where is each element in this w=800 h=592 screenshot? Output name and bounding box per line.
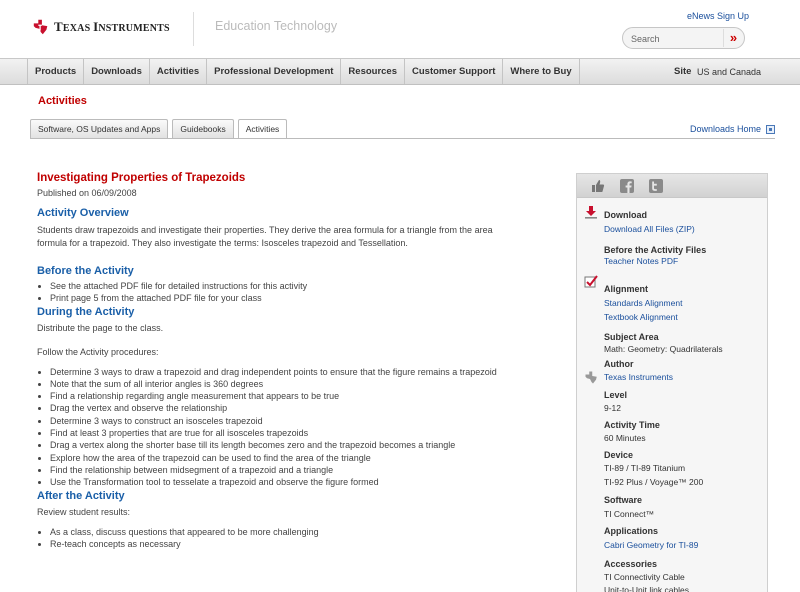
software-value: TI Connect™ <box>604 509 655 519</box>
ti-state-icon <box>32 18 50 36</box>
activity-content <box>37 172 557 550</box>
page-title: Activities <box>38 95 87 107</box>
before-files-label: Before the Activity Files <box>604 245 707 255</box>
section-title: Education Technology <box>215 19 338 33</box>
activity-title: Investigating Properties of Trapezoids <box>37 172 246 184</box>
published-date: Published on 06/09/2008 <box>37 188 137 198</box>
tab-bar <box>30 119 291 139</box>
enews-signup-link[interactable]: eNews Sign Up <box>687 11 750 21</box>
list-item: Use the Transformation tool to tesselate a trapezoid and observe the figure formed <box>37 476 557 488</box>
activity-time-label: Activity Time <box>604 420 660 430</box>
during-list <box>37 366 557 489</box>
subject-area-label: Subject Area <box>604 332 659 342</box>
during-heading: During the Activity <box>37 305 135 318</box>
list-item: Find at least 3 properties that are true for all isosceles trapezoids <box>37 427 557 439</box>
before-heading: Before the Activity <box>37 265 134 277</box>
tabs-divider <box>30 138 775 139</box>
accessory-value-1: TI Connectivity Cable <box>604 572 685 582</box>
ti-author-icon <box>584 370 599 385</box>
home-icon <box>766 125 775 134</box>
during-intro: Distribute the page to the class. <box>37 322 164 333</box>
tab-software-updates[interactable]: Software, OS Updates and Apps <box>30 119 168 138</box>
list-item: Find the relationship between midsegment of a trapezoid and a triangle <box>37 464 557 476</box>
overview-text-line-1: Students draw trapezoids and investigate their properties. They derive the area formula for a triangle from the area <box>37 225 493 235</box>
list-item: Find a relationship regarding angle measurement that appears to be true <box>37 390 557 402</box>
checkbox-checked-icon <box>584 275 598 289</box>
share-bar <box>577 174 767 198</box>
overview-text-line-2: formula for a trapezoid. They also investigate the terms: Isosceles trapezoid and Tessellation. <box>37 238 408 248</box>
download-label: Download <box>604 210 647 220</box>
author-link[interactable]: Texas Instruments <box>604 372 673 382</box>
textbook-alignment-link[interactable]: Textbook Alignment <box>604 312 678 322</box>
software-label: Software <box>604 495 643 505</box>
nav-where-to-buy[interactable]: Where to Buy <box>503 59 579 84</box>
site-header <box>0 0 800 56</box>
nav-customer-support[interactable]: Customer Support <box>405 59 503 84</box>
applications-link[interactable]: Cabri Geometry for TI-89 <box>604 540 699 550</box>
level-label: Level <box>604 390 628 400</box>
nav-downloads[interactable]: Downloads <box>84 59 150 84</box>
device-value-1: TI-89 / TI-89 Titanium <box>604 463 686 473</box>
list-item: Drag the vertex and observe the relationship <box>37 402 557 414</box>
facebook-icon[interactable] <box>619 178 635 194</box>
list-item: Drag a vertex along the shorter base till its length becomes zero and the trapezoid becomes a triangle <box>37 439 557 451</box>
list-item: Note that the sum of all interior angles is 360 degrees <box>37 378 557 390</box>
nav-professional-development[interactable]: Professional Development <box>207 59 341 84</box>
before-list <box>37 280 557 305</box>
tab-activities[interactable]: Activities <box>238 119 288 139</box>
nav-products[interactable]: Products <box>27 59 84 84</box>
activity-sidebar <box>576 173 768 592</box>
author-label: Author <box>604 359 634 369</box>
list-item: As a class, discuss questions that appeared to be more challenging <box>37 526 557 538</box>
search-go-button[interactable]: » <box>723 29 743 47</box>
downloads-home-link[interactable] <box>690 124 775 134</box>
list-item: Determine 3 ways to draw a trapezoid and drag independent points to ensure that the figure remains a trapezoid <box>37 366 557 378</box>
after-list <box>37 526 557 551</box>
site-label: Site <box>674 66 692 77</box>
applications-label: Applications <box>604 526 659 536</box>
accessories-label: Accessories <box>604 559 658 569</box>
site-selector[interactable]: US and Canada <box>697 67 762 77</box>
list-item: Explore how the area of the trapezoid can be used to find the area of the triangle <box>37 452 557 464</box>
list-item: Print page 5 from the attached PDF file for your class <box>37 292 557 304</box>
device-value-2: TI-92 Plus / Voyage™ 200 <box>604 477 704 487</box>
download-icon <box>584 205 598 219</box>
header-divider <box>193 12 194 46</box>
downloads-home-label: Downloads Home <box>690 124 762 134</box>
level-value: 9-12 <box>604 403 622 413</box>
subject-area-value: Math: Geometry: Quadrilaterals <box>604 344 723 354</box>
accessory-value-2: Unit-to-Unit link cables <box>604 585 690 592</box>
activity-time-value: 60 Minutes <box>604 433 646 443</box>
main-nav <box>0 58 800 85</box>
after-intro: Review student results: <box>37 506 131 517</box>
teacher-notes-link[interactable]: Teacher Notes PDF <box>604 256 679 266</box>
logo-text: TEXAS INSTRUMENTS <box>54 19 170 34</box>
overview-heading: Activity Overview <box>37 207 129 219</box>
list-item: Re-teach concepts as necessary <box>37 538 557 550</box>
ti-logo[interactable] <box>32 18 170 36</box>
tab-guidebooks[interactable]: Guidebooks <box>172 119 233 138</box>
standards-alignment-link[interactable]: Standards Alignment <box>604 298 683 308</box>
search-box <box>622 27 745 49</box>
search-input[interactable] <box>631 32 721 45</box>
list-item: Determine 3 ways to construct an isosceles trapezoid <box>37 415 557 427</box>
after-heading: After the Activity <box>37 489 125 502</box>
twitter-icon[interactable] <box>648 178 664 194</box>
alignment-label: Alignment <box>604 284 648 294</box>
thumbs-up-icon[interactable] <box>590 178 606 194</box>
device-label: Device <box>604 450 634 460</box>
download-all-link[interactable]: Download All Files (ZIP) <box>604 224 695 234</box>
list-item: See the attached PDF file for detailed instructions for this activity <box>37 280 557 292</box>
nav-activities[interactable]: Activities <box>150 59 207 84</box>
nav-resources[interactable]: Resources <box>341 59 405 84</box>
during-procedures-label: Follow the Activity procedures: <box>37 346 159 357</box>
